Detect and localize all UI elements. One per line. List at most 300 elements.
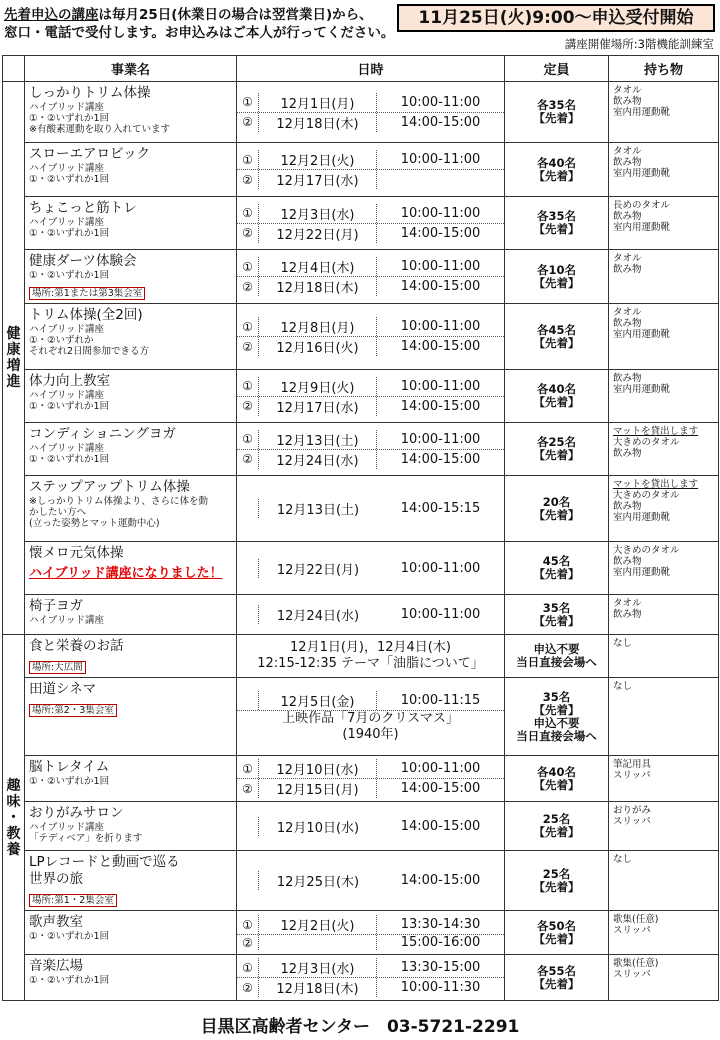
table-row [3, 955, 719, 1001]
items-cell [609, 851, 719, 911]
event-name: コンディショニングヨガ [29, 426, 176, 442]
session-slot [237, 223, 504, 243]
capacity-cell [505, 542, 609, 595]
capacity-line: 【先着】 [533, 448, 580, 462]
capacity-line: 申込不要 [533, 642, 580, 656]
item-line: おりがみ [613, 805, 652, 816]
place-wrap [29, 698, 230, 717]
event-name-cell [25, 635, 237, 678]
session-number: ① [237, 257, 259, 276]
session-date: 12月4日(木) [259, 257, 377, 276]
capacity-cell [505, 197, 609, 250]
item-line: 飲み物 [613, 556, 642, 567]
table-row [3, 423, 719, 476]
capacity-cell [505, 911, 609, 955]
datetime-cell [237, 143, 505, 197]
place-badge: 場所:第1または第3集会室 [29, 287, 145, 300]
items-cell [609, 304, 719, 370]
capacity-line: 【先着】 [533, 613, 580, 628]
notice-rest: は毎月25日(休業日の場合は翌営業日)から、 [98, 7, 373, 23]
capacity-cell [505, 423, 609, 476]
category-char: 増 [6, 358, 21, 374]
event-note: ハイブリッド講座 [29, 217, 104, 228]
category-header [3, 56, 25, 82]
event-name-cell [25, 197, 237, 250]
session-number: ① [237, 377, 259, 396]
category-hobby [3, 635, 25, 1001]
session-time: 14:00-15:00 [400, 339, 481, 354]
session-slot [237, 317, 504, 336]
event-name: 歌声教室 [29, 914, 83, 930]
session-date: 12月3日(水) [259, 204, 377, 223]
capacity-line: 当日直接会場へ [516, 655, 597, 669]
items-cell [609, 250, 719, 304]
slot-list [237, 317, 504, 356]
category-char: 趣 [6, 777, 21, 794]
category-char: 進 [6, 374, 21, 390]
item-line: 大きめのタオル [613, 437, 680, 448]
items-cell [609, 542, 719, 595]
datetime-cell [237, 197, 505, 250]
item-line: スリッパ [613, 816, 651, 827]
category-char: 健 [6, 326, 21, 342]
slot-list [237, 915, 504, 950]
table-row [3, 595, 719, 635]
item-line: 飲み物 [613, 157, 642, 168]
footer-contact: 目黒区高齢者センター 03-5721-2291 [200, 1017, 520, 1037]
event-name: 音楽広場 [29, 958, 83, 974]
event-name: 田道シネマ [29, 681, 97, 697]
capacity-line: 申込不要 [533, 715, 580, 730]
category-char: 味 [6, 793, 21, 810]
capacity-line: 【先着】 [533, 335, 580, 350]
datetime-header: 日時 [237, 56, 505, 82]
event-note: ①・②いずれか1回 [29, 113, 110, 124]
category-char: 教 [6, 825, 21, 842]
capacity-line: 各50名 [536, 918, 576, 933]
place-wrap [29, 888, 230, 907]
item-line: タオル [613, 146, 642, 157]
capacity-line: 【先着】 [533, 976, 580, 991]
capacity-cell [505, 955, 609, 1001]
event-name: 食と栄養のお話 [29, 638, 124, 654]
datetime-cell [237, 955, 505, 1001]
event-name-cell [25, 370, 237, 423]
event-name-cell [25, 82, 237, 143]
name-header: 事業名 [25, 56, 237, 82]
notice-line2: 窓口・電話で受付します。お申込みはご本人が行ってください。 [4, 25, 395, 41]
table-header-row [3, 56, 719, 82]
table-row [3, 851, 719, 911]
place-badge: 場所:大広間 [29, 661, 86, 674]
table-row [3, 143, 719, 197]
session-slot [237, 112, 504, 132]
event-note: かしたい方へ [29, 507, 87, 518]
capacity-cell [505, 250, 609, 304]
schedule-table [2, 55, 719, 1001]
items-cell [609, 143, 719, 197]
table-row [3, 635, 719, 678]
session-date: 12月5日(金) [259, 691, 377, 710]
place-badge: 場所:第1・2集会室 [29, 894, 117, 907]
session-time: 10:00-11:15 [400, 692, 481, 708]
table-row [3, 756, 719, 802]
items-cell [609, 635, 719, 678]
session-time: 13:30-14:30 [400, 917, 481, 932]
session-time: 14:00-15:00 [400, 781, 481, 796]
session-number: ② [237, 397, 259, 416]
hybrid-notice: ハイブリッド講座になりました！ [29, 566, 223, 581]
item-line: 大きめのタオル [613, 545, 680, 556]
capacity-line: 【先着】 [533, 507, 580, 522]
category-char: ・ [6, 809, 21, 826]
session-time: 14:00-15:00 [400, 451, 481, 467]
item-line: 長めのタオル [613, 200, 671, 211]
session-number: ② [237, 113, 259, 132]
event-note: ①・②いずれか1回 [29, 454, 110, 465]
session-number: ① [237, 93, 259, 112]
event-name: スローエアロビック [29, 146, 150, 162]
datetime-cell [237, 851, 505, 911]
event-note: ハイブリッド講座 [29, 163, 104, 174]
session-slot [237, 691, 504, 710]
slot-list [237, 150, 504, 189]
session-time: 10:00-11:30 [400, 980, 481, 995]
capacity-line: 45名 [542, 554, 571, 568]
event-name-cell [25, 423, 237, 476]
event-name-cell [25, 911, 237, 955]
item-line: 飲み物 [613, 609, 642, 620]
session-number: ① [237, 958, 259, 977]
item-line: 室内用運動靴 [613, 512, 671, 523]
capacity-line: 各45名 [536, 322, 576, 337]
items-cell [609, 370, 719, 423]
session-date: 12月10日(水) [276, 820, 360, 836]
event-note: ①・②いずれか1回 [29, 401, 110, 412]
item-line: なし [613, 854, 633, 865]
session-date: 12月22日(月) [259, 224, 377, 243]
item-line: 飲み物 [613, 501, 642, 512]
capacity-cell [505, 82, 609, 143]
datetime-cell [237, 911, 505, 955]
items-cell [609, 423, 719, 476]
session-info: 12月1日(月)，12月4日(木) [290, 640, 451, 655]
event-name: LPレコードと動画で巡る [29, 854, 180, 870]
event-note: ※有酸素運動を取り入れています [29, 124, 170, 135]
item-line: 大きめのタオル [613, 490, 680, 501]
session-slot [237, 759, 504, 778]
session-number-blank [237, 691, 259, 710]
capacity-header: 定員 [505, 56, 609, 82]
items-cell [609, 678, 719, 756]
event-note: ハイブリッド講座 [29, 102, 104, 113]
session-single [237, 605, 504, 624]
event-note: ①・②いずれか1回 [29, 931, 110, 942]
item-line: タオル [613, 253, 642, 264]
items-cell [609, 802, 719, 851]
slot-list [237, 430, 504, 469]
session-slot [237, 396, 504, 416]
application-notice [4, 6, 404, 42]
session-time: 10:00-11:00 [400, 205, 481, 221]
event-name-cell [25, 756, 237, 802]
table-row [3, 802, 719, 851]
place-wrap [29, 281, 230, 300]
session-time: 10:00-11:00 [400, 319, 481, 334]
table-row [3, 304, 719, 370]
capacity-line: 各10名 [536, 262, 576, 277]
slot-list [237, 257, 504, 296]
event-name-cell [25, 678, 237, 756]
datetime-cell [237, 595, 505, 635]
event-note: (立った姿勢とマット運動中心) [29, 518, 160, 529]
session-number: ① [237, 759, 259, 778]
event-note: ハイブリッド講座 [29, 822, 104, 833]
event-note: ①・②いずれか1回 [29, 270, 110, 281]
session-number-blank [237, 499, 259, 518]
item-line: 歌集(任意) [613, 958, 659, 969]
items-cell [609, 911, 719, 955]
place-badge: 場所:第2・3集会室 [29, 704, 117, 717]
table-row [3, 678, 719, 756]
session-slot [237, 257, 504, 276]
session-number: ② [237, 224, 259, 243]
capacity-line: 【先着】 [533, 777, 580, 792]
event-name-cell [25, 542, 237, 595]
event-name: ちょこっと筋トレ [29, 200, 137, 216]
session-number: ② [237, 978, 259, 997]
item-line: 室内用運動靴 [613, 107, 671, 118]
cinema-box [237, 691, 504, 743]
session-date: 12月24日(水) [259, 450, 377, 469]
slot-list [237, 759, 504, 798]
capacity-line: 【先着】 [533, 702, 580, 717]
table-row [3, 197, 719, 250]
session-time: 14:00-15:00 [400, 873, 481, 888]
session-slot [237, 449, 504, 469]
capacity-cell [505, 802, 609, 851]
session-single [237, 817, 504, 836]
capacity-line: 当日直接会場へ [516, 728, 597, 743]
item-line: 飲み物 [613, 448, 642, 459]
session-slot [237, 377, 504, 396]
item-line: 室内用運動靴 [613, 384, 671, 395]
event-name-cell [25, 851, 237, 911]
session-date: 12月17日(水) [259, 397, 377, 416]
event-note: 「テディベア」を折ります [29, 833, 143, 844]
item-line: タオル [613, 85, 642, 96]
session-date: 12月8日(月) [259, 317, 377, 336]
items-header: 持ち物 [609, 56, 719, 82]
capacity-line: 各40名 [536, 764, 576, 779]
session-number: ② [237, 277, 259, 296]
session-number: ① [237, 430, 259, 449]
session-time: 10:00-11:00 [400, 152, 481, 167]
capacity-cell [505, 635, 609, 678]
session-slot [237, 977, 504, 997]
venue-label: 講座開催場所:3階機能訓練室 [564, 37, 714, 51]
page-header [0, 0, 720, 54]
session-slot [237, 276, 504, 296]
event-note: ハイブリッド講座 [29, 324, 104, 335]
item-line: 飲み物 [613, 96, 642, 107]
event-name: しっかりトリム体操 [29, 85, 151, 101]
session-date: 12月2日(火) [259, 150, 377, 169]
capacity-line: 【先着】 [533, 222, 580, 236]
session-slot [237, 778, 504, 798]
session-slot [237, 150, 504, 169]
session-date: 12月13日(土) [259, 430, 377, 449]
session-number: ① [237, 204, 259, 223]
session-time: 10:00-11:00 [400, 560, 481, 576]
capacity-line: 25名 [542, 812, 571, 826]
session-time: 10:00-11:00 [400, 431, 481, 447]
item-line: なし [613, 638, 633, 649]
session-time: 10:00-11:00 [400, 607, 481, 622]
capacity-line: 【先着】 [533, 168, 580, 183]
capacity-line: 35名 [542, 600, 571, 615]
capacity-line: 20名 [542, 494, 571, 509]
table-row [3, 82, 719, 143]
event-note: ①・②いずれか1回 [29, 174, 110, 185]
event-name: 椅子ヨガ [29, 598, 83, 614]
slot-list [237, 93, 504, 132]
item-line: 室内用運動靴 [613, 168, 671, 179]
capacity-cell [505, 678, 609, 756]
capacity-line: 【先着】 [533, 275, 580, 290]
session-number-blank [237, 559, 259, 578]
session-single [237, 499, 504, 518]
session-number: ② [237, 779, 259, 798]
event-name-cell [25, 802, 237, 851]
session-date: 12月17日(水) [259, 170, 377, 189]
capacity-line: 【先着】 [533, 879, 580, 894]
event-name: 脳トレタイム [29, 759, 110, 775]
item-line: 室内用運動靴 [613, 222, 671, 233]
session-time: 14:00-15:00 [400, 279, 481, 294]
session-time: 14:00-15:00 [400, 225, 481, 241]
category-health [3, 82, 25, 635]
table-row [3, 370, 719, 423]
item-line: スリッパ [613, 969, 651, 980]
session-single [237, 871, 504, 890]
datetime-cell [237, 635, 505, 678]
session-number: ② [237, 935, 259, 950]
capacity-line: 各35名 [536, 209, 576, 223]
session-date: 12月1日(月) [259, 93, 377, 112]
items-cell [609, 756, 719, 802]
event-name-cell [25, 304, 237, 370]
session-time: 15:00-16:00 [400, 935, 481, 950]
session-date: 12月18日(木) [259, 978, 377, 997]
session-time: 10:00-11:00 [400, 94, 481, 110]
session-number: ② [237, 170, 259, 189]
session-date: 12月10日(水) [259, 759, 377, 778]
capacity-line: 各55名 [536, 963, 576, 978]
event-note: ※しっかりトリム体操より、さらに体を動 [29, 496, 208, 507]
film-year: (1940年) [342, 726, 399, 742]
session-time: 10:00-11:00 [400, 259, 481, 274]
datetime-cell [237, 476, 505, 542]
session-date: 12月15日(月) [259, 779, 377, 798]
session-date: 12月13日(土) [276, 503, 360, 518]
datetime-cell [237, 82, 505, 143]
event-name-cell [25, 476, 237, 542]
table-row [3, 476, 719, 542]
capacity-line: 【先着】 [533, 567, 580, 581]
session-date: 12月25日(木) [276, 875, 360, 890]
session-number: ① [237, 915, 259, 934]
event-note: ハイブリッド講座 [29, 443, 104, 454]
event-name: トリム体操(全2回) [29, 307, 143, 323]
session-single [237, 559, 504, 578]
session-slot [237, 934, 504, 950]
session-date: 12月3日(水) [259, 958, 377, 977]
event-name-cell [25, 955, 237, 1001]
event-note: ハイブリッド講座 [29, 615, 104, 626]
item-line: なし [613, 681, 633, 692]
event-name-cell [25, 250, 237, 304]
event-name-cell [25, 143, 237, 197]
item-line: 室内用運動靴 [613, 567, 671, 578]
category-char: 養 [6, 841, 21, 858]
capacity-line: 【先着】 [533, 395, 580, 409]
session-slot [237, 915, 504, 934]
slot-list [237, 204, 504, 243]
session-date: 12月16日(火) [259, 337, 377, 356]
session-number: ② [237, 450, 259, 469]
item-line: 歌集(任意) [613, 914, 659, 925]
item-line: 飲み物 [613, 373, 642, 384]
session-date: 12月22日(月) [276, 562, 360, 578]
capacity-cell [505, 476, 609, 542]
event-name: ステップアップトリム体操 [29, 479, 190, 495]
item-line: タオル [613, 307, 642, 318]
session-time: 14:00-15:15 [400, 501, 481, 516]
datetime-cell [237, 370, 505, 423]
event-note: ハイブリッド講座 [29, 390, 104, 401]
session-date: 12月9日(火) [259, 377, 377, 396]
capacity-line: 【先着】 [533, 931, 580, 946]
session-time: 10:00-11:00 [400, 378, 481, 394]
session-time: 13:30-15:00 [400, 960, 481, 975]
items-cell [609, 476, 719, 542]
session-date: 12月18日(木) [259, 277, 377, 296]
session-slot [237, 169, 504, 189]
event-note: ①・②いずれか1回 [29, 776, 110, 787]
datetime-cell [237, 250, 505, 304]
session-date: 12月2日(火) [259, 915, 377, 934]
items-cell [609, 82, 719, 143]
place-wrap [29, 655, 230, 674]
event-name: 体力向上教室 [29, 373, 110, 389]
table-row [3, 542, 719, 595]
capacity-cell [505, 756, 609, 802]
notice-lead: 先着申込の講座 [4, 7, 99, 23]
application-open-date: 11月25日(火)9:00～申込受付開始 [397, 4, 715, 32]
session-date: 12月24日(水) [276, 609, 360, 624]
event-name: 懐メロ元気体操 [29, 545, 124, 561]
item-line: タオル [613, 598, 642, 609]
event-name-cell [25, 595, 237, 635]
capacity-cell [505, 304, 609, 370]
capacity-line: 各40名 [536, 382, 576, 396]
item-line: 飲み物 [613, 211, 642, 222]
session-slot [237, 958, 504, 977]
item-line: スリッパ [613, 770, 651, 781]
session-number-blank [237, 605, 259, 624]
capacity-line: 【先着】 [533, 825, 580, 839]
